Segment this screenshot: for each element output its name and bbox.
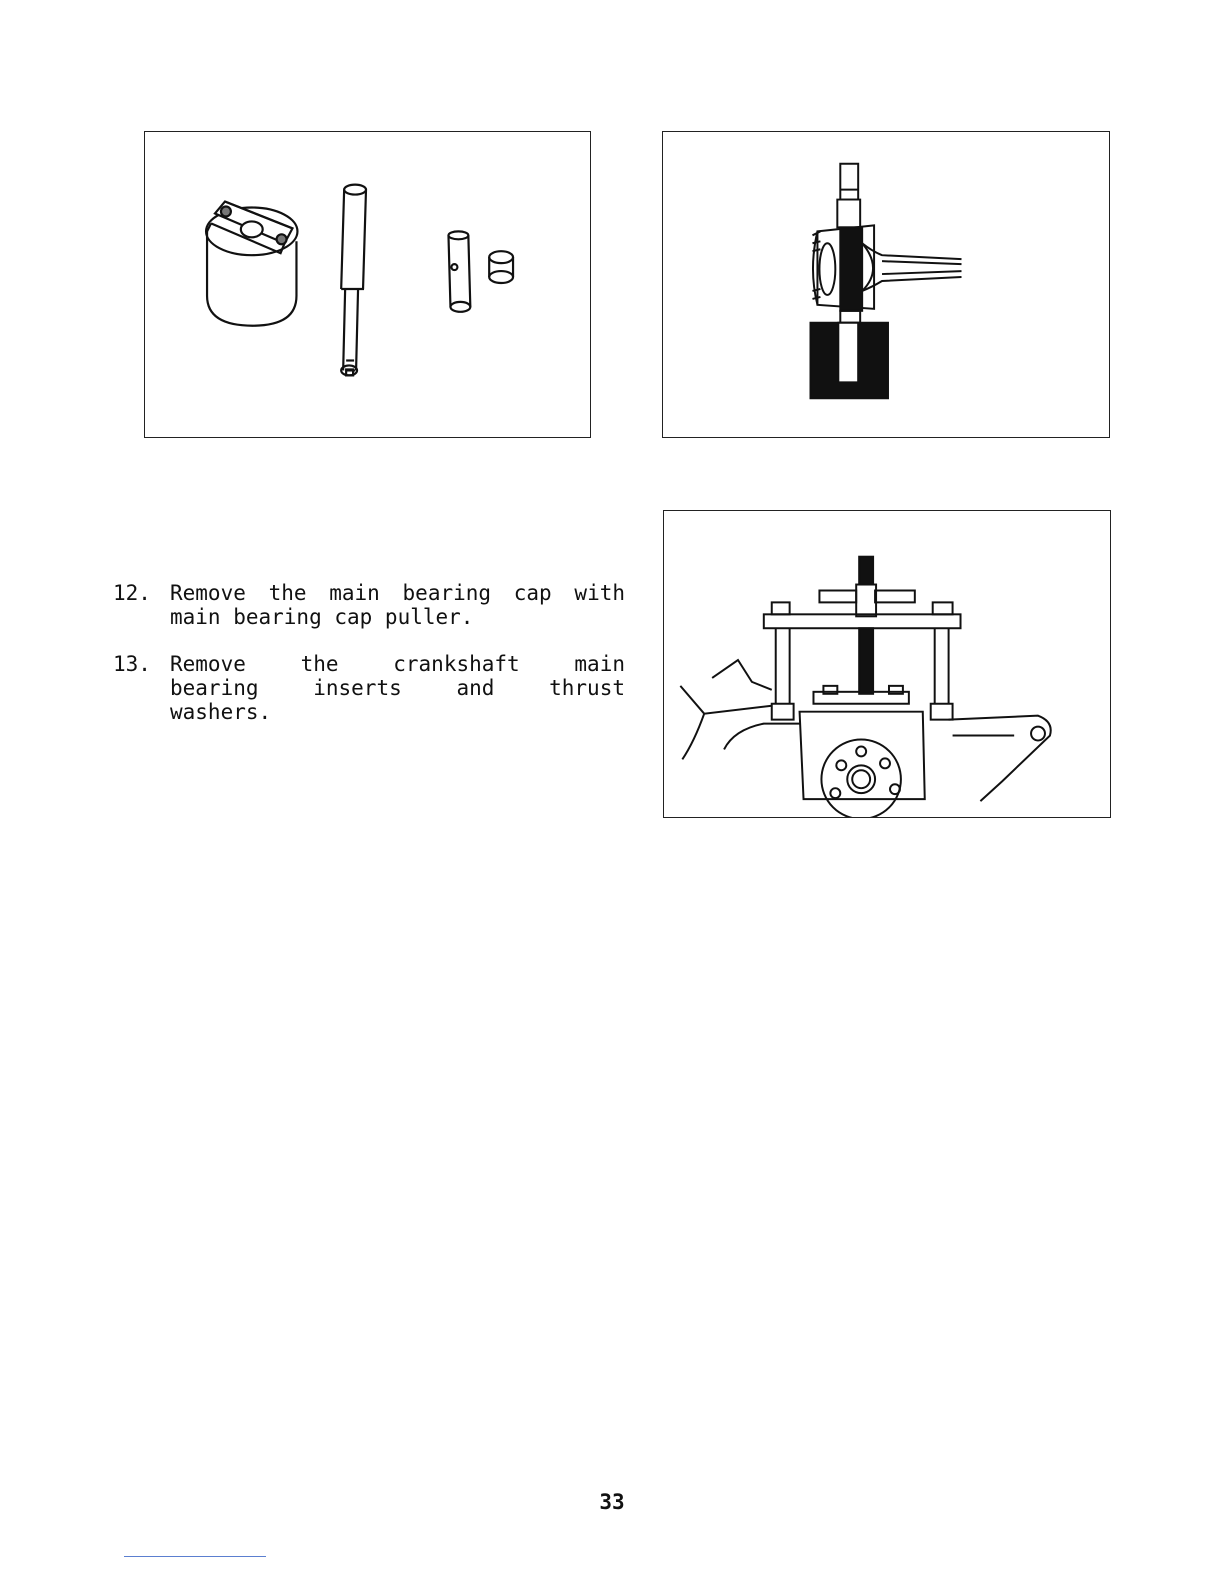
step-number: 12. <box>113 581 151 605</box>
step-text-line: Remove the crankshaft main <box>170 652 625 676</box>
step-text <box>170 652 625 724</box>
step-text-line: washers. <box>170 700 272 724</box>
step-text: Remove the main bearing cap with main bearing cap puller. <box>170 581 625 629</box>
tool-set-illustration <box>145 132 590 437</box>
bearing-cap-puller-illustration <box>664 511 1110 817</box>
step-text-line: bearing inserts and thrust <box>170 676 625 700</box>
figure-tool-set <box>144 131 591 438</box>
scan-artifact-line <box>124 1556 266 1557</box>
step-number: 13. <box>113 652 151 676</box>
page-number: 33 <box>599 1490 625 1514</box>
cylinder-tool-drawing <box>206 202 297 326</box>
bushing-drawing <box>489 251 513 283</box>
long-rod-drawing <box>341 185 366 376</box>
figure-bearing-cap-puller <box>663 510 1111 818</box>
pin-press-illustration <box>663 132 1109 437</box>
figure-pin-press <box>662 131 1110 438</box>
sleeve-drawing <box>448 231 470 311</box>
